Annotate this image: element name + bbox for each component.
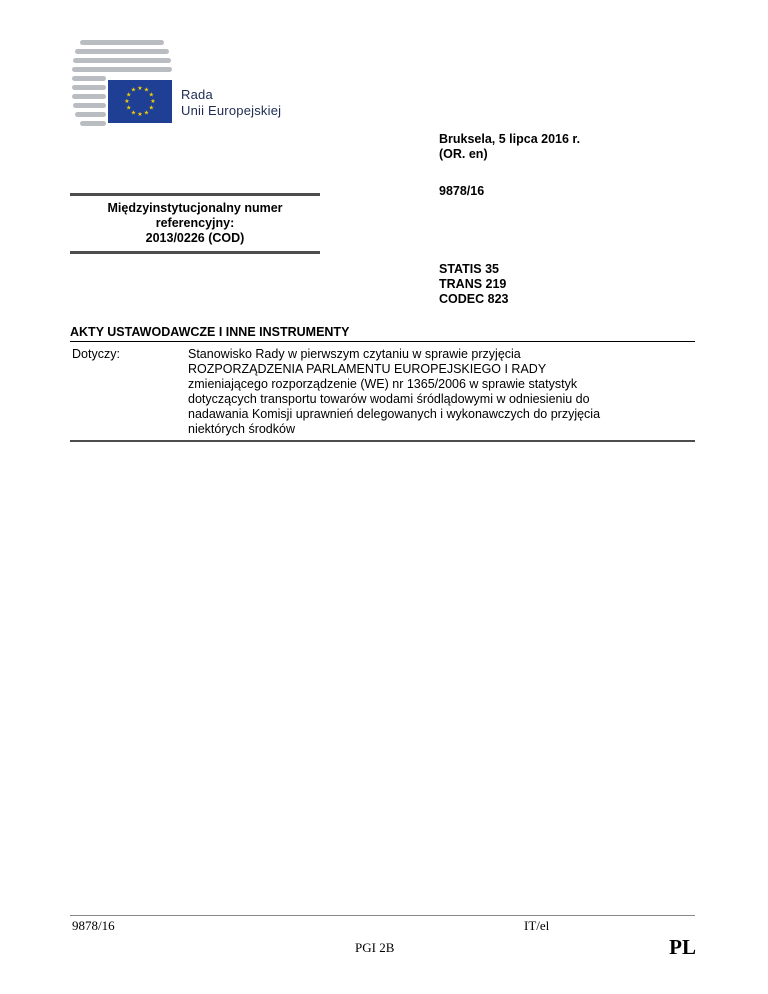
footer-doc-number: 9878/16	[72, 918, 115, 933]
footer-language: PL	[669, 935, 696, 959]
svg-text:★: ★	[130, 109, 137, 117]
reference-label-line2: referencyjny:	[155, 216, 235, 230]
subject-line: zmieniającego rozporządzenie (WE) nr 1365/2006 w sprawie statystyk	[188, 377, 578, 391]
codes-list	[439, 262, 508, 307]
svg-text:★: ★	[126, 104, 132, 112]
divider-bottom	[70, 440, 695, 442]
subject-line: ROZPORZĄDZENIA PARLAMENTU EUROPEJSKIEGO I RADY	[188, 362, 547, 376]
subject-label: Dotyczy:	[72, 347, 120, 361]
svg-text:★: ★	[126, 91, 132, 99]
subject-line: Stanowisko Rady w pierwszym czytaniu w sprawie przyjęcia	[188, 347, 521, 361]
svg-text:★: ★	[137, 111, 143, 118]
reference-number: 2013/0226 (COD)	[145, 231, 245, 245]
logo-text-rada: Rada	[181, 87, 213, 102]
council-logo	[0, 0, 320, 130]
document-number: 9878/16	[439, 184, 485, 198]
footer-initials: IT/el	[524, 918, 550, 933]
svg-text:★: ★	[137, 85, 143, 92]
acts-title: AKTY USTAWODAWCZE I INNE INSTRUMENTY	[70, 325, 350, 339]
original-language: (OR. en)	[439, 147, 488, 161]
footer-department: PGI 2B	[355, 940, 395, 955]
svg-text:★: ★	[124, 98, 130, 105]
svg-text:★: ★	[130, 86, 137, 94]
subject-text	[188, 347, 693, 437]
svg-text:★: ★	[143, 86, 150, 94]
place-date: Bruksela, 5 lipca 2016 r.	[439, 132, 581, 146]
svg-text:★: ★	[148, 91, 154, 99]
subject-line: dotyczących transportu towarów wodami śródlądowymi w odniesieniu do	[188, 392, 590, 406]
subject-line: nadawania Komisji uprawnień delegowanych i wykonawczych do przyjęcia	[188, 407, 601, 421]
eu-flag-icon	[108, 80, 172, 123]
subject-line: niektórych środków	[188, 422, 295, 436]
svg-text:★: ★	[148, 104, 154, 112]
reference-label-line1: Międzyinstytucjonalny numer	[107, 201, 283, 215]
logo-text-council: Unii Europejskiej	[181, 103, 282, 118]
svg-text:★: ★	[150, 98, 156, 105]
reference-box	[70, 193, 320, 254]
footer-divider	[70, 915, 695, 916]
svg-text:★: ★	[143, 109, 150, 117]
divider-top	[70, 341, 695, 342]
code-item: TRANS 219	[439, 277, 507, 291]
code-item: STATIS 35	[439, 262, 499, 276]
code-item: CODEC 823	[439, 292, 509, 306]
